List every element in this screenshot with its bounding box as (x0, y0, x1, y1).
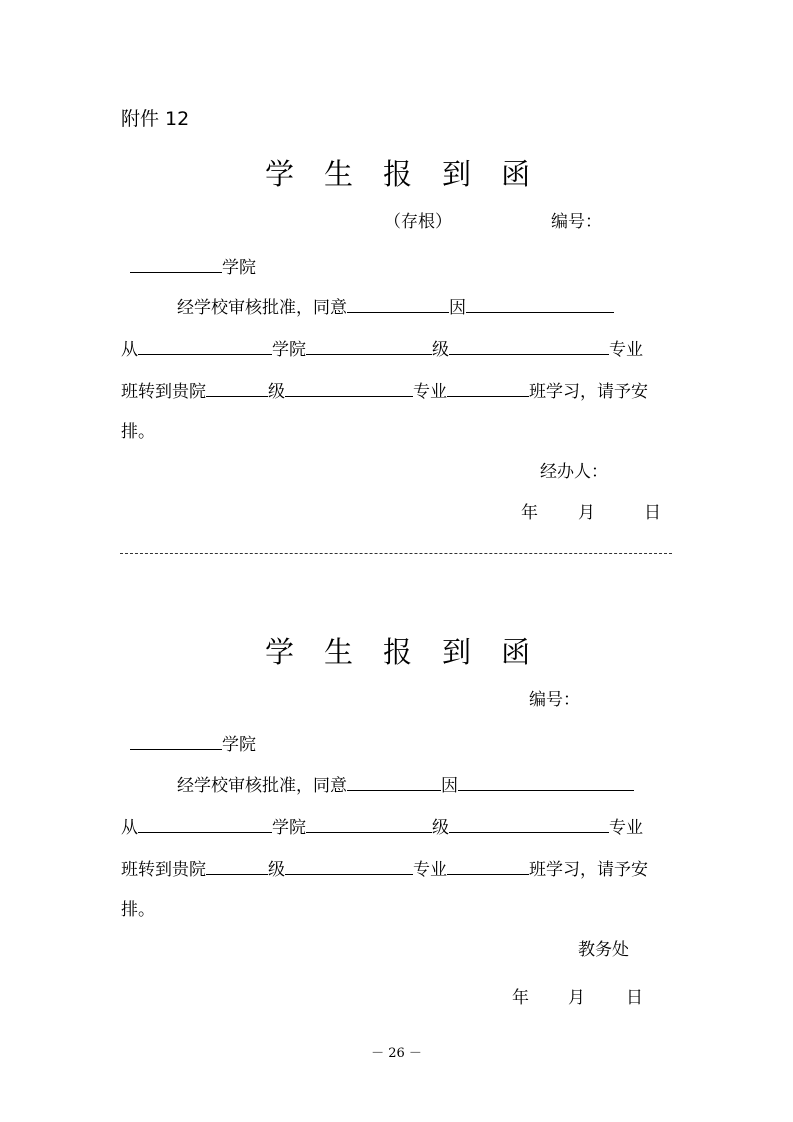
to-major-blank[interactable] (285, 858, 413, 875)
stub-year: 年 (521, 503, 538, 523)
major-label: 专业 (413, 860, 447, 880)
transfer-text: 班转到贵院 (121, 860, 206, 880)
from-grade-blank[interactable] (306, 338, 432, 355)
title-char: 报 (383, 157, 413, 191)
title-char: 函 (501, 635, 531, 669)
college-blank[interactable] (130, 256, 222, 273)
grade-label: 级 (432, 340, 449, 360)
from-grade-blank[interactable] (306, 816, 432, 833)
reason-blank[interactable] (458, 774, 634, 791)
title-char: 生 (324, 635, 354, 669)
approval-text: 经学校审核批准，同意 (177, 776, 347, 796)
college-label: 学院 (272, 340, 306, 360)
major-label: 专业 (413, 382, 447, 402)
to-class-blank[interactable] (447, 380, 529, 397)
cut-line-divider (120, 553, 672, 554)
from-college-blank[interactable] (138, 338, 272, 355)
letter-month: 月 (568, 988, 585, 1008)
college-blank[interactable] (130, 733, 222, 750)
title-char: 学 (265, 635, 295, 669)
reason-label: 因 (449, 298, 466, 318)
grade-label: 级 (432, 818, 449, 838)
title-char: 函 (501, 157, 531, 191)
stub-line-2 (121, 338, 643, 360)
stub-month: 月 (578, 503, 595, 523)
class-study-text: 班学习，请予安 (529, 382, 648, 402)
from-major-blank[interactable] (449, 338, 609, 355)
class-study-text: 班学习，请予安 (529, 860, 648, 880)
from-label: 从 (121, 340, 138, 360)
major-label: 专业 (609, 818, 643, 838)
college-label: 学院 (272, 818, 306, 838)
letter-line-2 (121, 816, 643, 838)
letter-line-3 (121, 858, 648, 880)
title-char: 到 (442, 157, 472, 191)
title-char: 到 (442, 635, 472, 669)
letter-line-4: 排。 (121, 900, 155, 920)
transfer-text: 班转到贵院 (121, 382, 206, 402)
handler-label: 经办人： (540, 462, 608, 482)
letter-line-1 (177, 774, 634, 796)
stub-day: 日 (644, 503, 661, 523)
title-char: 报 (383, 635, 413, 669)
to-grade-blank[interactable] (206, 380, 268, 397)
title-char: 学 (265, 157, 295, 191)
reason-label: 因 (441, 776, 458, 796)
to-major-blank[interactable] (285, 380, 413, 397)
student-name-blank[interactable] (347, 296, 449, 313)
college-label: 学院 (222, 258, 256, 278)
to-class-blank[interactable] (447, 858, 529, 875)
approval-text: 经学校审核批准，同意 (177, 298, 347, 318)
letter-day: 日 (626, 988, 643, 1008)
letter-year: 年 (512, 988, 529, 1008)
stub-line-1 (177, 296, 614, 318)
stub-label: （存根） (384, 212, 452, 232)
letter-college-line (130, 733, 256, 755)
from-major-blank[interactable] (449, 816, 609, 833)
page-number: － 26 － (371, 1046, 422, 1061)
major-label: 专业 (609, 340, 643, 360)
college-label: 学院 (222, 735, 256, 755)
to-grade-blank[interactable] (206, 858, 268, 875)
from-college-blank[interactable] (138, 816, 272, 833)
stub-line-4: 排。 (121, 422, 155, 442)
stub-line-3 (121, 380, 648, 402)
student-name-blank[interactable] (347, 774, 441, 791)
office-label: 教务处 (578, 940, 629, 960)
stub-college-line (130, 256, 256, 278)
title-char: 生 (324, 157, 354, 191)
stub-number-label: 编号： (551, 212, 602, 232)
reason-blank[interactable] (466, 296, 614, 313)
stub-title (265, 152, 530, 193)
letter-title (265, 630, 530, 671)
grade-label: 级 (268, 860, 285, 880)
grade-label: 级 (268, 382, 285, 402)
attachment-label: 附件 12 (121, 108, 190, 130)
letter-number-label: 编号： (529, 690, 580, 710)
from-label: 从 (121, 818, 138, 838)
